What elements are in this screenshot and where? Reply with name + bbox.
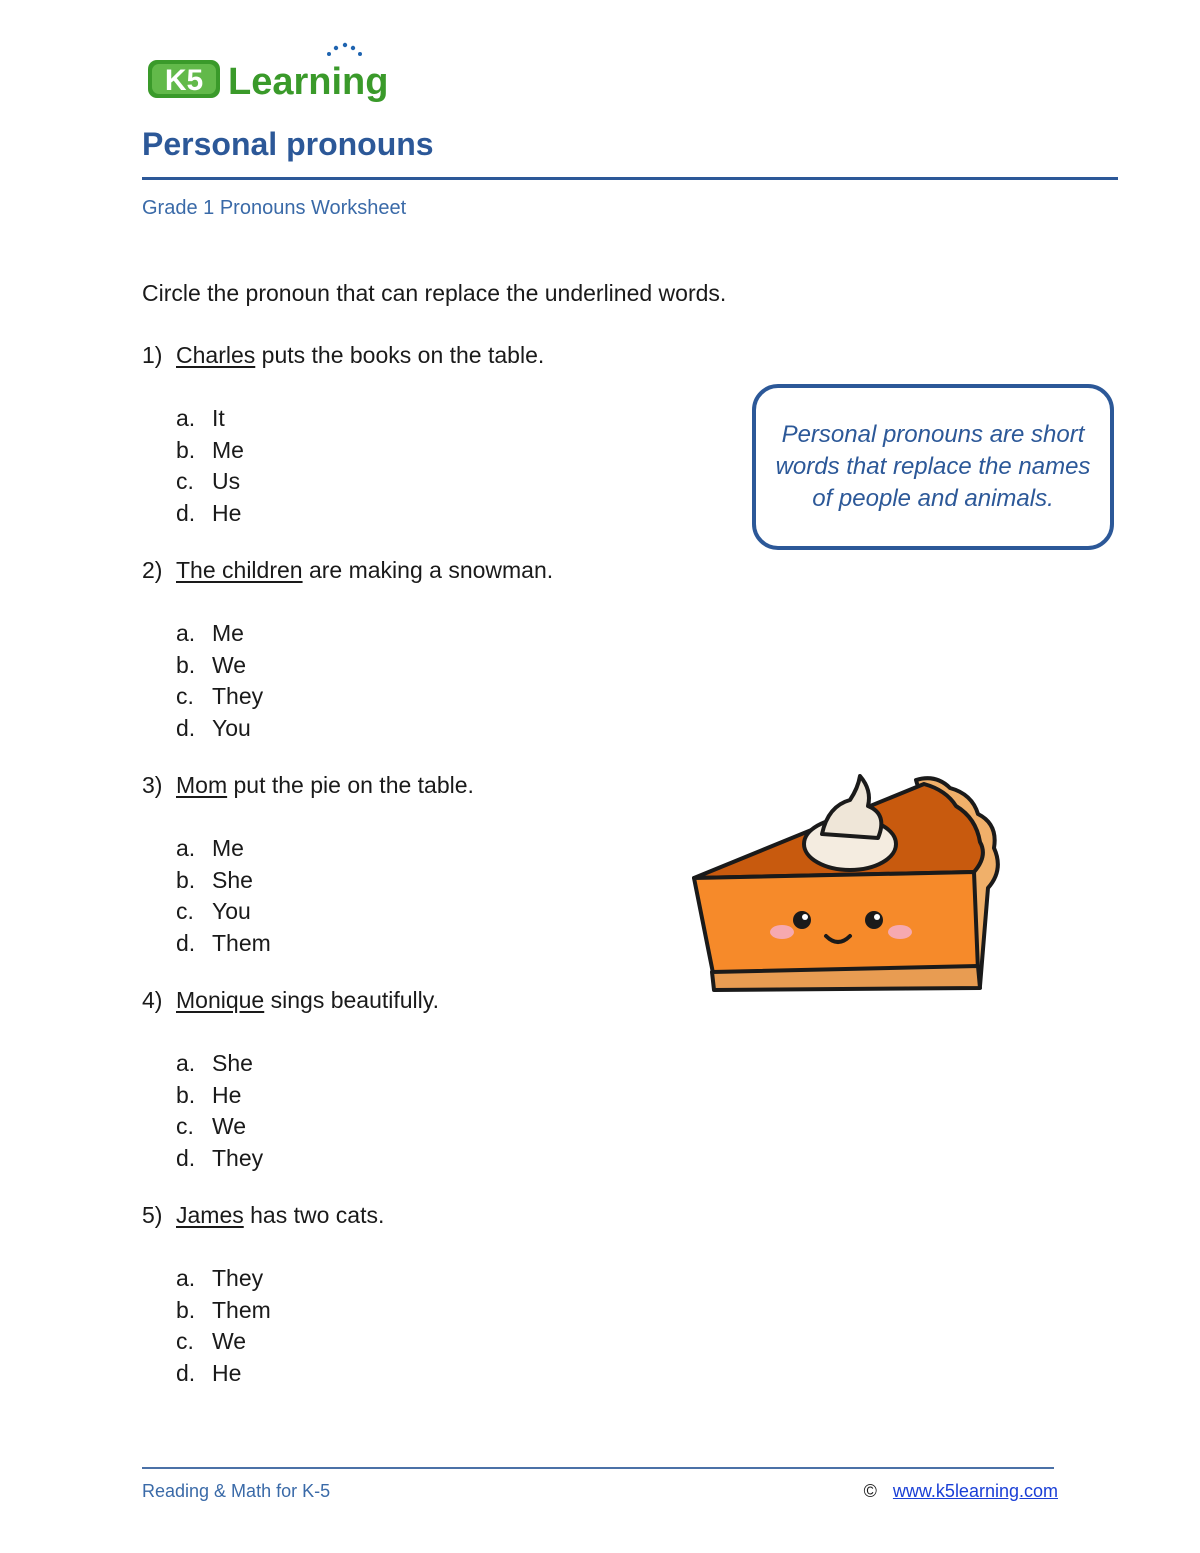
- answer-option[interactable]: [176, 713, 702, 745]
- question-number: 3): [142, 772, 163, 798]
- answer-option[interactable]: [176, 1143, 702, 1175]
- question-3: [142, 771, 702, 959]
- whipped-cream-icon: [804, 776, 896, 870]
- option-letter: d.: [176, 1359, 196, 1386]
- option-text: You: [212, 898, 251, 924]
- underlined-words: Charles: [176, 342, 256, 368]
- worksheet-subtitle: Grade 1 Pronouns Worksheet: [142, 197, 407, 219]
- question-rest: has two cats.: [243, 1202, 385, 1228]
- option-text: She: [212, 866, 253, 893]
- question-4: [142, 986, 702, 1174]
- option-letter: b.: [176, 1296, 196, 1323]
- option-letter: c.: [176, 1113, 194, 1139]
- underlined-words: Mom: [176, 772, 228, 798]
- option-letter: d.: [176, 714, 196, 741]
- footer-tagline: Reading & Math for K-5: [142, 1481, 331, 1501]
- website-link[interactable]: www.k5learning.com: [892, 1481, 1058, 1501]
- pie-slice-icon: [688, 772, 1008, 994]
- copyright-symbol: ©: [863, 1481, 877, 1501]
- pie-illustration: [688, 772, 1008, 994]
- option-text: He: [212, 499, 242, 526]
- logo-stars-icon: [327, 43, 362, 56]
- option-text: She: [212, 1050, 253, 1076]
- answer-option[interactable]: [176, 403, 702, 435]
- question-rest: sings beautifully.: [264, 987, 439, 1013]
- answer-option[interactable]: [176, 435, 702, 467]
- question-list: [142, 341, 702, 1416]
- logo-k5-text: K5: [164, 64, 204, 97]
- option-text: He: [212, 1081, 242, 1108]
- answer-option[interactable]: [176, 1295, 702, 1327]
- question-rest: put the pie on the table.: [227, 772, 474, 798]
- option-text: You: [212, 714, 251, 741]
- definition-text: Personal pronouns are short words that replace the names of people and animals.: [775, 421, 1091, 512]
- option-text: We: [212, 1328, 247, 1354]
- underlined-words: Monique: [176, 987, 265, 1013]
- option-text: We: [212, 1113, 247, 1139]
- option-letter: d.: [176, 499, 196, 526]
- option-letter: a.: [176, 620, 196, 646]
- option-letter: c.: [176, 683, 194, 709]
- option-text: Me: [212, 835, 244, 861]
- logo-learning-text: Learning: [228, 61, 389, 103]
- question-number: 1): [142, 342, 163, 368]
- k5-learning-logo: [146, 42, 406, 108]
- answer-option[interactable]: [176, 650, 702, 682]
- option-text: Them: [212, 929, 271, 956]
- option-letter: a.: [176, 1265, 196, 1291]
- answer-option[interactable]: [176, 833, 702, 865]
- answer-option[interactable]: [176, 1263, 702, 1295]
- option-letter: b.: [176, 436, 196, 463]
- option-letter: c.: [176, 468, 194, 494]
- answer-option[interactable]: [176, 618, 702, 650]
- option-letter: d.: [176, 929, 196, 956]
- answer-options: [142, 1263, 702, 1389]
- option-letter: c.: [176, 1328, 194, 1354]
- underlined-words: James: [176, 1202, 244, 1228]
- answer-option[interactable]: [176, 1048, 702, 1080]
- answer-option[interactable]: [176, 1326, 702, 1358]
- k5-learning-logo-graphic: [146, 42, 406, 108]
- option-letter: d.: [176, 1144, 196, 1171]
- question-1: [142, 341, 702, 529]
- option-letter: b.: [176, 1081, 196, 1108]
- option-text: He: [212, 1359, 242, 1386]
- question-stem: [142, 771, 702, 799]
- answer-options: [142, 403, 702, 529]
- question-rest: are making a snowman.: [302, 557, 554, 583]
- option-letter: a.: [176, 405, 196, 431]
- question-number: 2): [142, 557, 163, 583]
- option-text: They: [212, 683, 264, 709]
- question-2: [142, 556, 702, 744]
- question-stem: [142, 986, 702, 1014]
- option-text: It: [212, 405, 225, 431]
- question-5: [142, 1201, 702, 1389]
- answer-option[interactable]: [176, 681, 702, 713]
- option-text: They: [212, 1265, 264, 1291]
- option-text: Them: [212, 1296, 271, 1323]
- option-letter: a.: [176, 835, 196, 861]
- option-text: We: [212, 651, 247, 678]
- answer-options: [142, 833, 702, 959]
- instructions: Circle the pronoun that can replace the underlined words.: [142, 280, 727, 306]
- question-rest: puts the books on the table.: [255, 342, 545, 368]
- title-divider: [142, 177, 1118, 180]
- option-text: Me: [212, 436, 244, 463]
- question-stem: [142, 556, 702, 584]
- answer-option[interactable]: [176, 865, 702, 897]
- footer-divider: [142, 1467, 1054, 1469]
- answer-option[interactable]: [176, 896, 702, 928]
- definition-callout: [752, 384, 1114, 550]
- option-letter: b.: [176, 866, 196, 893]
- option-letter: a.: [176, 1050, 196, 1076]
- option-text: Me: [212, 620, 244, 646]
- option-letter: c.: [176, 898, 194, 924]
- underlined-words: The children: [176, 557, 303, 583]
- question-stem: [142, 1201, 702, 1229]
- answer-option[interactable]: [176, 498, 702, 530]
- answer-options: [142, 1048, 702, 1174]
- answer-option[interactable]: [176, 1080, 702, 1112]
- page-title: Personal pronouns: [142, 126, 434, 162]
- answer-option[interactable]: [176, 928, 702, 960]
- option-text: Us: [212, 468, 241, 494]
- footer-links: [864, 1481, 1058, 1502]
- question-number: 5): [142, 1202, 163, 1228]
- question-number: 4): [142, 987, 163, 1013]
- option-text: They: [212, 1144, 264, 1171]
- answer-options: [142, 618, 702, 744]
- option-letter: b.: [176, 651, 196, 678]
- answer-option[interactable]: [176, 1358, 702, 1390]
- question-stem: [142, 341, 702, 369]
- answer-option[interactable]: [176, 466, 702, 498]
- answer-option[interactable]: [176, 1111, 702, 1143]
